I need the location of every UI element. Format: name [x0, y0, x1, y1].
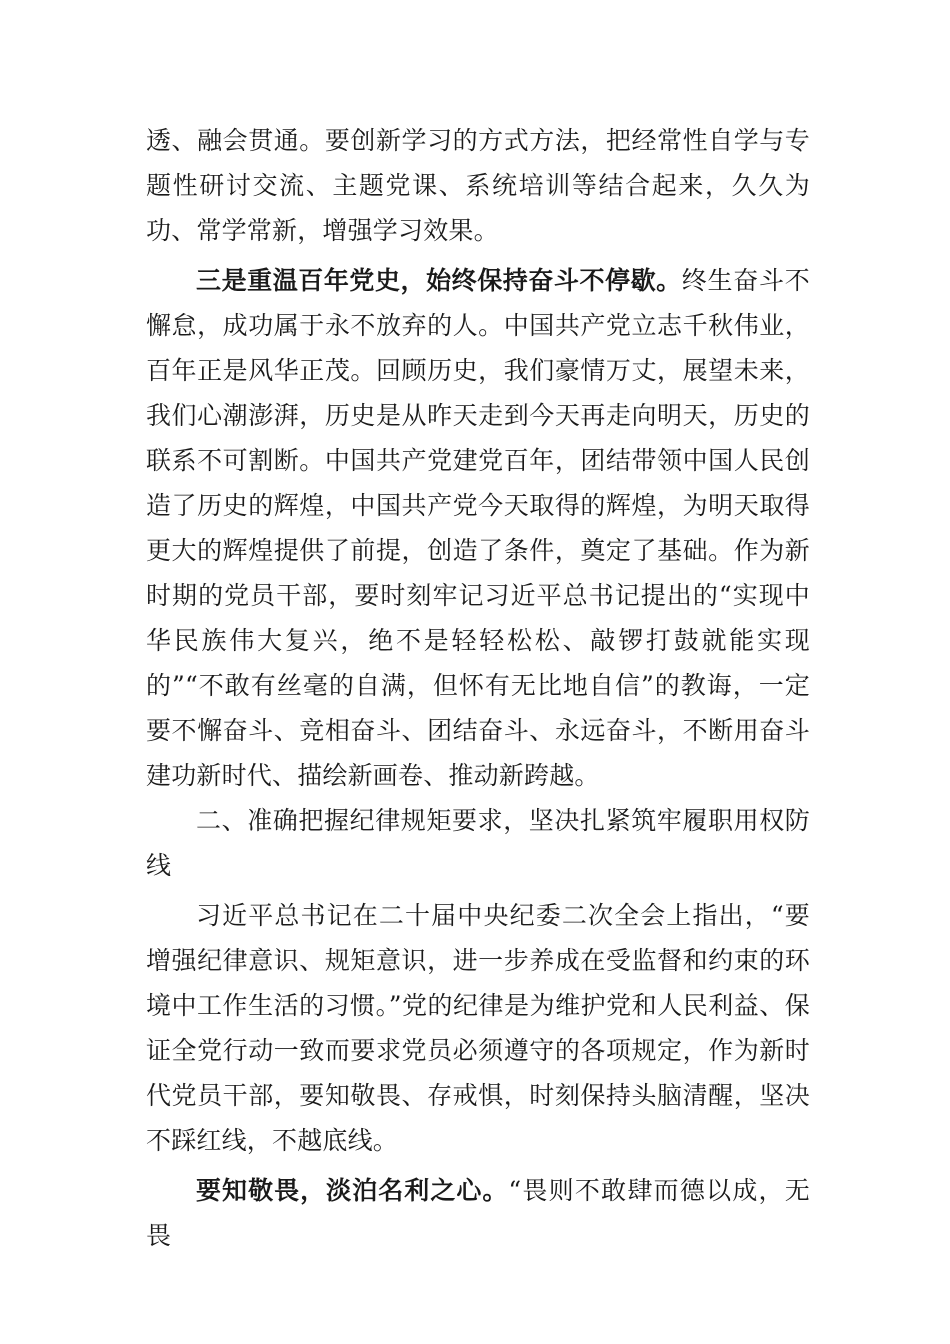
- paragraph-last-body: “畏则不敢肆而德以成，无畏: [146, 1176, 810, 1250]
- paragraph-three-lead: 三是重温百年党史，始终保持奋斗不停歇。: [196, 266, 682, 295]
- document-body: [146, 118, 810, 1258]
- paragraph-three: [146, 258, 810, 798]
- paragraph-section-two: 习近平总书记在二十届中央纪委二次全会上指出，“要增强纪律意识、规矩意识，进一步养成在受监督和约束的环境中工作生活的习惯。”党的纪律是为维护党和人民利益、保证全党行动一致而要求党员必须遵守的各项规定，作为新时代党员干部，要知敬畏、存戒惧，时刻保持头脑清醒，坚决不踩红线，不越底线。: [146, 901, 810, 1155]
- section-two-heading: 二、准确把握纪律规矩要求，坚决扎紧筑牢履职用权防线: [146, 806, 810, 880]
- paragraph-three-body: 终生奋斗不懈怠，成功属于永不放弃的人。中国共产党立志千秋伟业，百年正是风华正茂。回顾历史，我们豪情万丈，展望未来，我们心潮澎湃，历史是从昨天走到今天再走向明天，历史的联系不可割断。中国共产党建党百年，团结带领中国人民创造了历史的辉煌，中国共产党今天取得的辉煌，为明天取得更大的辉煌提供了前提，创造了条件，奠定了基础。作为新时期的党员干部，要时刻牢记习近平总书记提出的“实现中华民族伟大复兴，绝不是轻轻松松、敲锣打鼓就能实现的”“不敢有丝毫的自满，但怀有无比地自信”的教诲，一定要不懈奋斗、竞相奋斗、团结奋斗、永远奋斗，不断用奋斗建功新时代、描绘新画卷、推动新跨越。: [146, 266, 810, 790]
- paragraph-last: [146, 1168, 810, 1258]
- paragraph-last-lead: 要知敬畏，淡泊名利之心。: [196, 1176, 509, 1205]
- paragraph-continuation: 透、融会贯通。要创新学习的方式方法，把经常性自学与专题性研讨交流、主题党课、系统培训等结合起来，久久为功、常学常新，增强学习效果。: [146, 126, 810, 245]
